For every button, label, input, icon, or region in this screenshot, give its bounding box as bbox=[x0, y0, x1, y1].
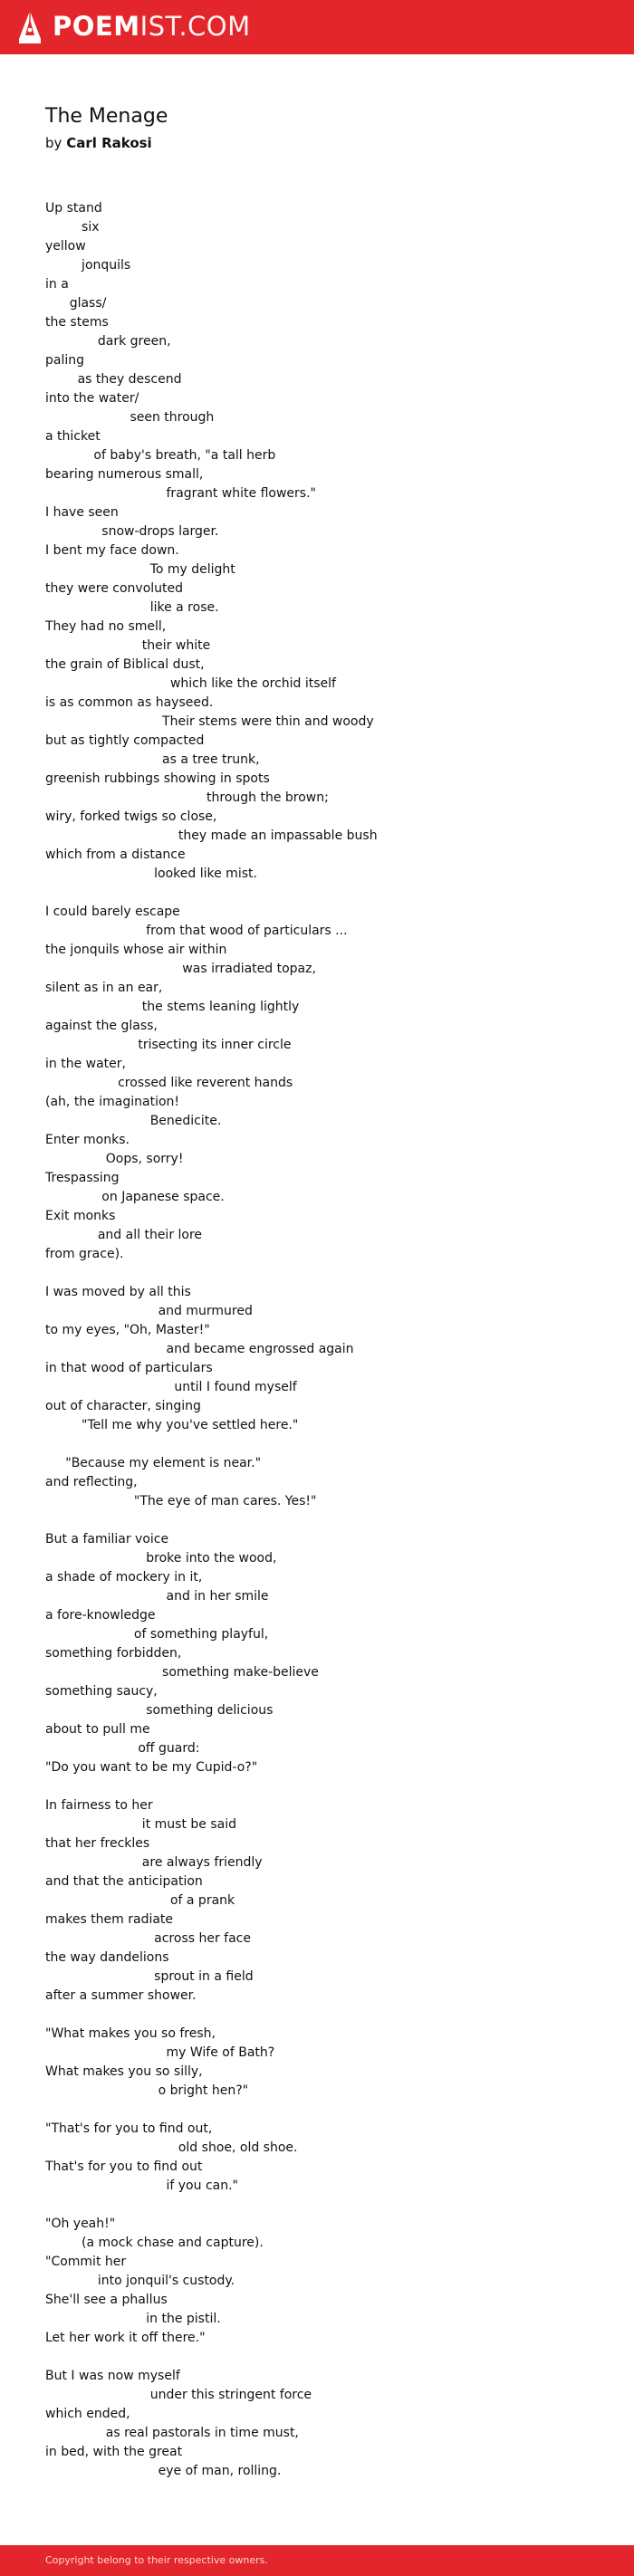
poem-line: a fore-knowledge bbox=[45, 1608, 156, 1623]
poem-line: across her face bbox=[45, 1931, 251, 1946]
poem-line: of something playful, bbox=[45, 1627, 269, 1642]
logo-wordmark-bold: POEM bbox=[53, 11, 140, 42]
poem-line: sprout in a field bbox=[45, 1969, 254, 1984]
poem-line: o bright hen?" bbox=[45, 2083, 249, 2098]
poem-line: something forbidden, bbox=[45, 1646, 182, 1661]
poem-line: from grace). bbox=[45, 1247, 124, 1261]
poem-line: "Oh yeah!" bbox=[45, 2217, 116, 2231]
site-logo-text bbox=[53, 8, 251, 44]
logo-wordmark-light: IST.COM bbox=[139, 11, 251, 42]
poem-line: wiry, forked twigs so close, bbox=[45, 809, 217, 824]
poem-line: dark green, bbox=[45, 334, 171, 349]
poem-byline bbox=[45, 133, 152, 153]
poem-line: about to pull me bbox=[45, 1722, 150, 1737]
poem-line: which ended, bbox=[45, 2407, 130, 2421]
stanza-break bbox=[45, 1511, 607, 1530]
poem-line: on Japanese space. bbox=[45, 1190, 225, 1204]
poem-line: "The eye of man cares. Yes!" bbox=[45, 1494, 317, 1508]
poem-line: But I was now myself bbox=[45, 2369, 180, 2383]
byline-label: by bbox=[45, 135, 62, 151]
poem-line: after a summer shower. bbox=[45, 1988, 197, 2003]
site-logo[interactable] bbox=[16, 8, 251, 44]
poem-line: snow-drops larger. bbox=[45, 524, 219, 539]
stanza-break bbox=[45, 1435, 607, 1454]
site-footer bbox=[0, 2545, 634, 2576]
poem-line: broke into the wood, bbox=[45, 1551, 277, 1566]
poem-line: yellow bbox=[45, 239, 86, 254]
poem-line: the jonquils whose air within bbox=[45, 943, 227, 957]
poem-line: "That's for you to find out, bbox=[45, 2121, 213, 2136]
poem-line: "Tell me why you've settled here." bbox=[45, 1418, 299, 1432]
poem-line: Up stand bbox=[45, 201, 102, 215]
poem-line: in bed, with the great bbox=[45, 2445, 183, 2459]
poem-line: crossed like reverent hands bbox=[45, 1076, 293, 1090]
poem-line: (a mock chase and capture). bbox=[45, 2236, 264, 2250]
poem-line: old shoe, old shoe. bbox=[45, 2140, 298, 2155]
poem-line: jonquils bbox=[45, 258, 131, 273]
poem-line: their white bbox=[45, 638, 211, 653]
poem-line: the stems leaning lightly bbox=[45, 1000, 300, 1014]
stanza-break bbox=[45, 2101, 607, 2120]
poem-line: of baby's breath, "a tall herb bbox=[45, 448, 276, 463]
poem-line: which like the orchid itself bbox=[45, 676, 336, 691]
poem-line: "What makes you so fresh, bbox=[45, 2026, 216, 2041]
poem-line: "Do you want to be my Cupid-o?" bbox=[45, 1760, 258, 1775]
poem-line: and became engrossed again bbox=[45, 1342, 354, 1356]
poem-line: if you can." bbox=[45, 2179, 238, 2193]
poem-line: That's for you to find out bbox=[45, 2159, 203, 2174]
poem-line: something delicious bbox=[45, 1703, 274, 1718]
poem-line: I have seen bbox=[45, 505, 119, 520]
poem-line: "Because my element is near." bbox=[45, 1456, 262, 1470]
copyright-notice: Copyright belong to their respective owners. bbox=[45, 2554, 268, 2566]
poem-line: something make-believe bbox=[45, 1665, 319, 1680]
poem-line: looked like mist. bbox=[45, 867, 257, 881]
poem-line: the way dandelions bbox=[45, 1950, 169, 1965]
poem-line: paling bbox=[45, 353, 85, 368]
poem-body bbox=[45, 199, 607, 2481]
poem-line: in the water, bbox=[45, 1057, 126, 1071]
author-link[interactable]: Carl Rakosi bbox=[66, 135, 152, 151]
stanza-break bbox=[45, 2196, 607, 2215]
poem-line: is as common as hayseed. bbox=[45, 695, 214, 710]
poem-line: Trespassing bbox=[45, 1171, 120, 1185]
stanza-break bbox=[45, 2348, 607, 2367]
poem-line: and all their lore bbox=[45, 1228, 203, 1242]
poem-line: eye of man, rolling. bbox=[45, 2464, 282, 2478]
poem-line: I could barely escape bbox=[45, 905, 180, 919]
poem-line: What makes you so silly, bbox=[45, 2064, 203, 2079]
poem-line: as a tree trunk, bbox=[45, 752, 260, 767]
poem-line: something saucy, bbox=[45, 1684, 158, 1699]
site-header bbox=[0, 0, 634, 54]
poem-line: are always friendly bbox=[45, 1855, 263, 1870]
poem-line: Benedicite. bbox=[45, 1114, 222, 1128]
poem-line: greenish rubbings showing in spots bbox=[45, 771, 270, 786]
poem-line: a shade of mockery in it, bbox=[45, 1570, 203, 1585]
poem-line: and in her smile bbox=[45, 1589, 269, 1604]
poem-line: that her freckles bbox=[45, 1836, 150, 1851]
poem-line: six bbox=[45, 220, 100, 235]
poem-line: until I found myself bbox=[45, 1380, 297, 1394]
poem-line: the stems bbox=[45, 315, 109, 330]
poem-line: into jonquil's custody. bbox=[45, 2274, 235, 2288]
poem-line: and that the anticipation bbox=[45, 1874, 203, 1889]
poem-line: as they descend bbox=[45, 372, 182, 387]
poem-line: which from a distance bbox=[45, 847, 186, 862]
poem-line: trisecting its inner circle bbox=[45, 1038, 292, 1052]
poem-line: in that wood of particulars bbox=[45, 1361, 213, 1375]
poem-line: makes them radiate bbox=[45, 1912, 174, 1927]
poem-line: they were convoluted bbox=[45, 581, 184, 596]
poem-line: Enter monks. bbox=[45, 1133, 130, 1147]
poem-line: She'll see a phallus bbox=[45, 2293, 168, 2307]
poem-line: and reflecting, bbox=[45, 1475, 138, 1489]
poem-line: Exit monks bbox=[45, 1209, 116, 1223]
poem-line: but as tightly compacted bbox=[45, 733, 205, 748]
poem-line: But a familiar voice bbox=[45, 1532, 169, 1547]
poem-line: "Commit her bbox=[45, 2255, 127, 2269]
poem-line: (ah, the imagination! bbox=[45, 1095, 180, 1109]
poem-line: to my eyes, "Oh, Master!" bbox=[45, 1323, 210, 1337]
poem-line: I was moved by all this bbox=[45, 1285, 191, 1299]
poem-line: out of character, singing bbox=[45, 1399, 201, 1413]
poem-line: against the glass, bbox=[45, 1019, 158, 1033]
poem-line: of a prank bbox=[45, 1893, 235, 1908]
poem-line: fragrant white flowers." bbox=[45, 486, 316, 501]
stanza-break bbox=[45, 1264, 607, 1283]
poem-line: in the pistil. bbox=[45, 2312, 221, 2326]
poem-line: I bent my face down. bbox=[45, 543, 179, 558]
poem-line: They had no smell, bbox=[45, 619, 167, 634]
poem-line: in a bbox=[45, 277, 69, 292]
poem-line: bearing numerous small, bbox=[45, 467, 204, 482]
poem-line: silent as in an ear, bbox=[45, 981, 163, 995]
poem-line: off guard: bbox=[45, 1741, 200, 1756]
poem-line: glass/ bbox=[45, 296, 107, 311]
poem-line: into the water/ bbox=[45, 391, 139, 406]
poem-line: under this stringent force bbox=[45, 2388, 312, 2402]
poem-title: The Menage bbox=[45, 105, 168, 128]
stanza-break bbox=[45, 1777, 607, 1796]
stanza-break bbox=[45, 2006, 607, 2025]
poem-line: from that wood of particulars ... bbox=[45, 924, 348, 938]
poem-line: as real pastorals in time must, bbox=[45, 2426, 299, 2440]
poem-line: through the brown; bbox=[45, 790, 329, 805]
poem-line: Their stems were thin and woody bbox=[45, 714, 374, 729]
poem-line: was irradiated topaz, bbox=[45, 962, 316, 976]
poem-line: it must be said bbox=[45, 1817, 236, 1832]
poem-line: my Wife of Bath? bbox=[45, 2045, 275, 2060]
poem-line: Oops, sorry! bbox=[45, 1152, 184, 1166]
poem-line: like a rose. bbox=[45, 600, 219, 615]
stanza-break bbox=[45, 884, 607, 903]
poem-line: To my delight bbox=[45, 562, 235, 577]
poem-line: In fairness to her bbox=[45, 1798, 153, 1813]
poem-line: seen through bbox=[45, 410, 215, 425]
poem-line: Let her work it off there." bbox=[45, 2331, 206, 2345]
poem-line: they made an impassable bush bbox=[45, 828, 378, 843]
pen-nib-icon bbox=[16, 8, 43, 44]
poem-line: a thicket bbox=[45, 429, 101, 444]
poem-line: the grain of Biblical dust, bbox=[45, 657, 205, 672]
poem-line: and murmured bbox=[45, 1304, 253, 1318]
